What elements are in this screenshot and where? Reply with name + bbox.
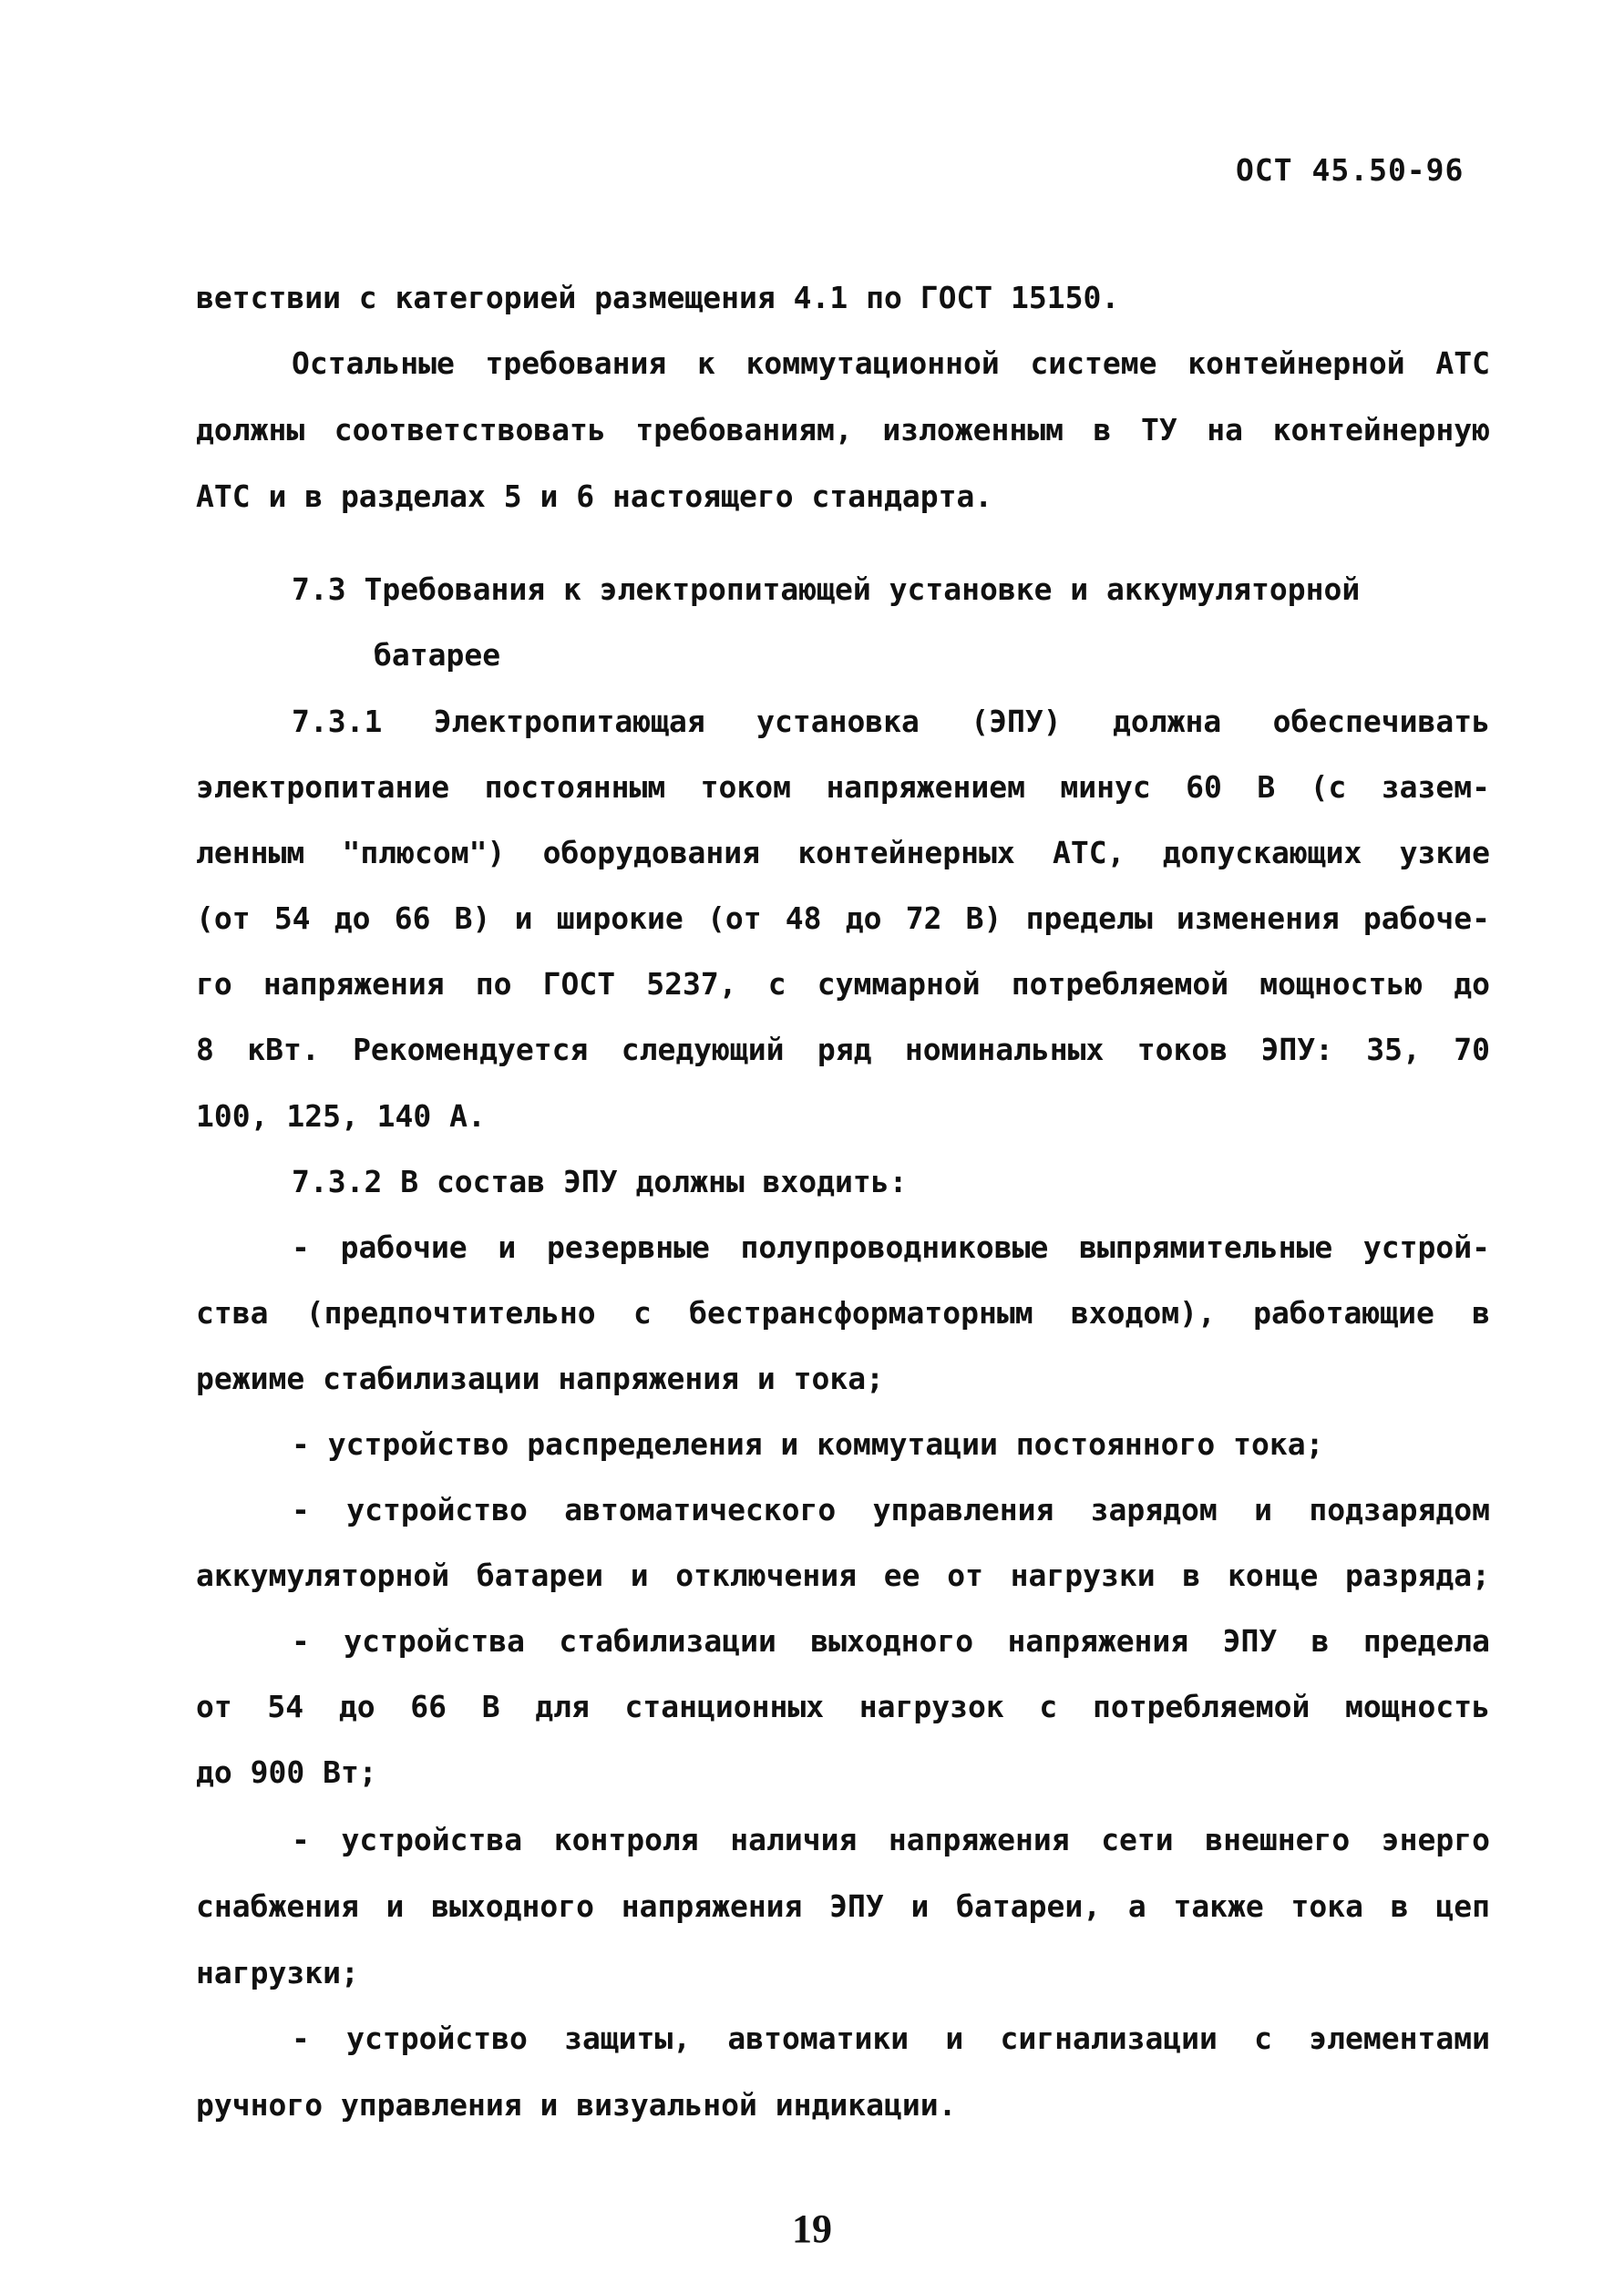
text-line: (от 54 до 66 В) и широкие (от 48 до 72 В) пределы изменения рабоче- xyxy=(196,900,1490,936)
text-line: 100, 125, 140 А. xyxy=(196,1098,486,1134)
text-line: ручного управления и визуальной индикации. xyxy=(196,2087,957,2123)
text-line: го напряжения по ГОСТ 5237, с суммарной потребляемой мощностью до xyxy=(196,966,1490,1002)
text-line: режиме стабилизации напряжения и тока; xyxy=(196,1361,884,1396)
document-code: ОСТ 45.50-96 xyxy=(1236,152,1465,188)
text-line: 8 кВт. Рекомендуется следующий ряд номинальных токов ЭПУ: 35, 70 xyxy=(196,1032,1490,1067)
list-item: - устройства стабилизации выходного напряжения ЭПУ в предела xyxy=(292,1623,1490,1659)
text-line: 7.3.1 Электропитающая установка (ЭПУ) должна обеспечивать xyxy=(292,704,1490,739)
text-line: ветствии с категорией размещения 4.1 по ГОСТ 15150. xyxy=(196,280,1120,315)
text-line: нагрузки; xyxy=(196,1955,359,1990)
list-item: - рабочие и резервные полупроводниковые выпрямительные устрой- xyxy=(292,1229,1490,1265)
text-line: Остальные требования к коммутационной системе контейнерной АТС xyxy=(292,345,1490,381)
text-line: от 54 до 66 В для станционных нагрузок с потребляемой мощность xyxy=(196,1689,1490,1724)
text-line: электропитание постоянным током напряжением минус 60 В (с зазем- xyxy=(196,769,1490,805)
text-line: ства (предпочтительно с бестрансформаторным входом), работающие в xyxy=(196,1295,1490,1331)
list-item: - устройство автоматического управления зарядом и подзарядом xyxy=(292,1492,1490,1527)
text-line: до 900 Вт; xyxy=(196,1754,377,1790)
text-line: 7.3.2 В состав ЭПУ должны входить: xyxy=(292,1164,908,1199)
text-line: снабжения и выходного напряжения ЭПУ и батареи, а также тока в цеп xyxy=(196,1888,1490,1924)
text-line: аккумуляторной батареи и отключения ее от нагрузки в конце разряда; xyxy=(196,1558,1490,1593)
text-line: АТС и в разделах 5 и 6 настоящего стандарта. xyxy=(196,478,993,514)
list-item: - устройство защиты, автоматики и сигнализации с элементами xyxy=(292,2021,1490,2056)
text-line: ленным "плюсом") оборудования контейнерных АТС, допускающих узкие xyxy=(196,835,1490,870)
list-item: - устройство распределения и коммутации постоянного тока; xyxy=(292,1426,1324,1462)
section-heading-cont: батарее xyxy=(374,637,501,673)
page-number: 19 xyxy=(792,2206,832,2251)
list-item: - устройства контроля наличия напряжения сети внешнего энерго xyxy=(292,1822,1490,1857)
text-line: должны соответствовать требованиям, изложенным в ТУ на контейнерную xyxy=(196,412,1490,447)
section-heading: 7.3 Требования к электропитающей установке и аккумуляторной xyxy=(292,571,1361,607)
